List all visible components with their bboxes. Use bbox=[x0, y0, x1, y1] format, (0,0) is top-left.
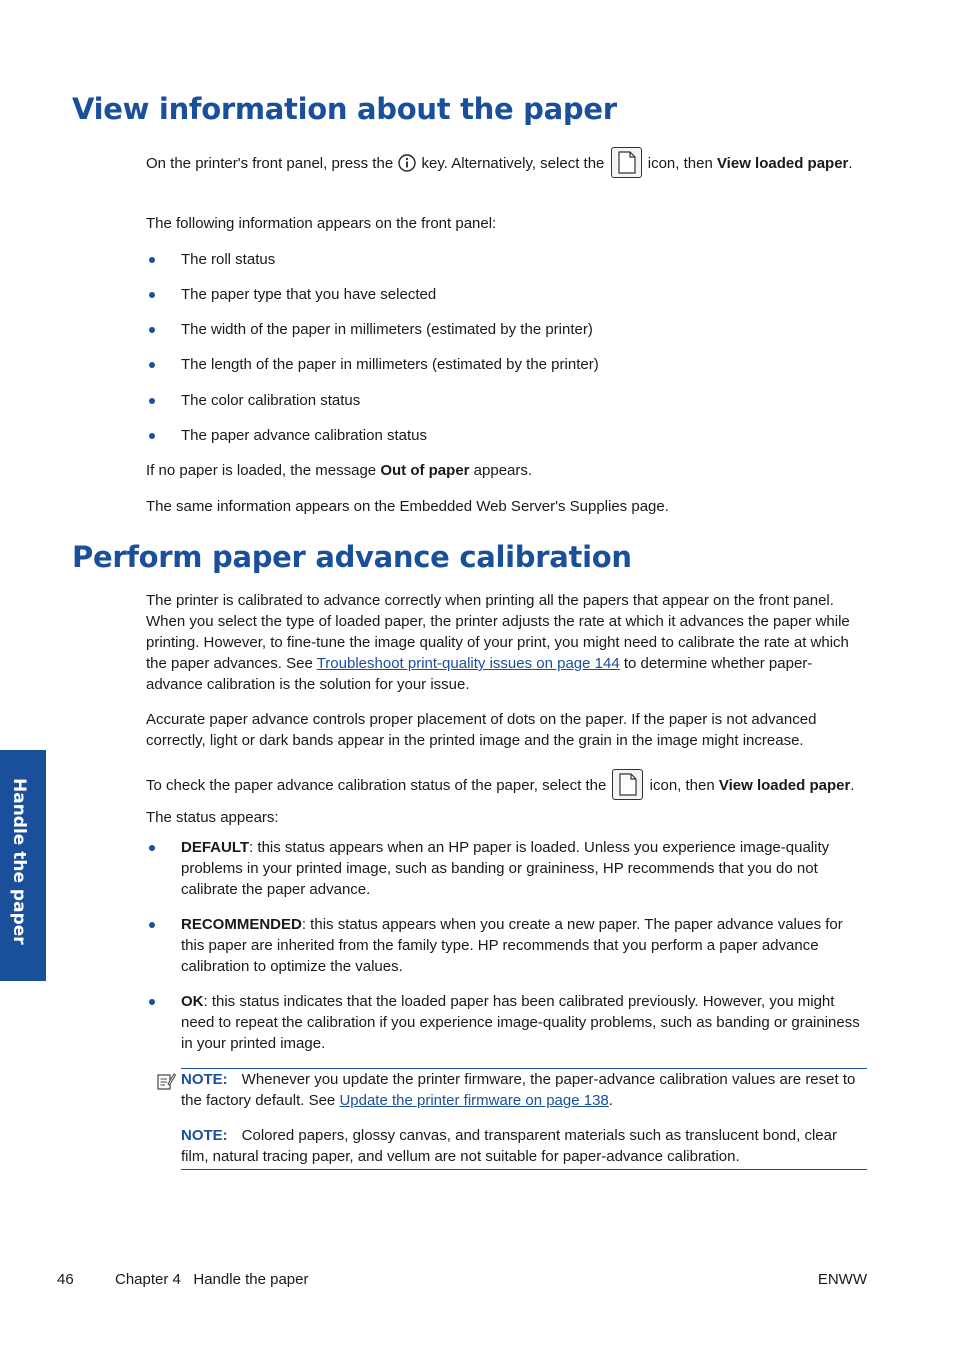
list-item-text: The roll status bbox=[181, 251, 276, 268]
list-item bbox=[146, 319, 866, 340]
view-loaded-paper-label: View loaded paper bbox=[718, 777, 851, 794]
info-list bbox=[146, 249, 866, 446]
note-text: Colored papers, glossy canvas, and transparent materials such as translucent bond, clear film, natural tracing paper, and vellum are not suitable for paper-advance calibration. bbox=[181, 1127, 837, 1165]
side-tab bbox=[0, 750, 46, 981]
status-description: : this status appears when an HP paper is loaded. Unless you experience image-quality problems in your printed image, such as banding or graininess, HP recommends that you do not calibrate the paper advance. bbox=[181, 839, 830, 898]
intro-paragraph bbox=[146, 147, 866, 180]
check-status-text-2: icon, then bbox=[649, 777, 715, 794]
out-of-paper-label: Out of paper bbox=[380, 462, 470, 479]
list-item bbox=[146, 390, 866, 411]
check-status-end: . The status appears: bbox=[146, 777, 855, 826]
status-item bbox=[146, 837, 866, 900]
status-term: OK bbox=[181, 993, 204, 1010]
note-label: NOTE: bbox=[181, 1127, 228, 1144]
check-status-text: To check the paper advance calibration status of the paper, select the bbox=[146, 777, 607, 794]
check-status-paragraph bbox=[146, 769, 866, 834]
side-tab-label: Handle the paper bbox=[9, 778, 29, 945]
note-text: Whenever you update the printer firmware, the paper-advance calibration values are reset to the factory default. See bbox=[181, 1071, 856, 1109]
calibration-intro-text-2: to determine whether paper-advance calibration is the solution for your issue. bbox=[146, 655, 813, 693]
note-label: NOTE: bbox=[181, 1071, 228, 1088]
intro-text-2: key. Alternatively, select the bbox=[421, 155, 605, 172]
same-info-text: The same information appears on the Embedded Web Server's Supplies page. bbox=[146, 498, 669, 515]
calibration-intro-text: The printer is calibrated to advance correctly when printing all the papers that appear on the front panel. When you select the type of loaded paper, the printer adjusts the rate at which it advances the paper while printing. However, to fine-tune the image quality of your print, you might need to calibrate the rate at which the paper advances. See bbox=[146, 592, 850, 672]
note-colored-papers bbox=[181, 1125, 867, 1167]
list-item-text: The paper type that you have selected bbox=[181, 286, 437, 303]
status-description: : this status appears when you create a new paper. The paper advance values for this paper are inherited from the family type. HP recommends that you perform a paper advance calibration to optimize the values. bbox=[181, 916, 843, 975]
status-term: DEFAULT bbox=[181, 839, 250, 856]
footer-chapter: Chapter 4 Handle the paper bbox=[115, 1271, 309, 1288]
note-end: . bbox=[608, 1092, 613, 1109]
status-term: RECOMMENDED bbox=[181, 916, 302, 933]
status-list bbox=[146, 837, 866, 1054]
list-item-text: The length of the paper in millimeters (estimated by the printer) bbox=[181, 356, 599, 373]
no-paper-text-2: appears. bbox=[473, 462, 533, 479]
intro-text-3: icon, then bbox=[647, 155, 713, 172]
note-icon bbox=[156, 1071, 176, 1091]
calibration-intro bbox=[146, 590, 868, 695]
note-firmware bbox=[181, 1069, 867, 1111]
intro-end: . bbox=[848, 155, 853, 172]
list-item-text: The paper advance calibration status bbox=[181, 427, 427, 444]
section-heading-calibration: Perform paper advance calibration bbox=[72, 540, 632, 574]
paper-icon bbox=[612, 769, 643, 800]
accurate-paper-text: Accurate paper advance controls proper placement of dots on the paper. If the paper is not advanced correctly, light or dark bands appear in the printed image and the grain in the image might increase. bbox=[146, 711, 817, 749]
status-item bbox=[146, 991, 866, 1054]
view-loaded-paper-label: View loaded paper bbox=[716, 155, 849, 172]
no-paper-message bbox=[146, 460, 866, 481]
troubleshoot-link[interactable]: Troubleshoot print-quality issues on page 144 bbox=[316, 655, 620, 672]
no-paper-text: If no paper is loaded, the message bbox=[146, 462, 377, 479]
list-item bbox=[146, 425, 866, 446]
list-item bbox=[146, 284, 866, 305]
update-firmware-link[interactable]: Update the printer firmware on page 138 bbox=[339, 1092, 609, 1109]
list-item-text: The width of the paper in millimeters (estimated by the printer) bbox=[181, 321, 593, 338]
info-icon bbox=[398, 154, 416, 172]
section-heading-view-info: View information about the paper bbox=[72, 92, 617, 126]
intro-text: On the printer's front panel, press the bbox=[146, 155, 394, 172]
footer-right: ENWW bbox=[817, 1271, 867, 1288]
following-text: The following information appears on the front panel: bbox=[146, 215, 497, 232]
list-item bbox=[146, 249, 866, 270]
list-item-text: The color calibration status bbox=[181, 392, 361, 409]
list-item bbox=[146, 354, 866, 375]
page-number: 46 bbox=[57, 1271, 74, 1288]
paper-icon bbox=[611, 147, 642, 178]
status-item bbox=[146, 914, 866, 977]
status-description: : this status indicates that the loaded paper has been calibrated previously. However, you might need to repeat the calibration if you experience image-quality problems, such as banding or graininess in your printed image. bbox=[181, 993, 860, 1052]
